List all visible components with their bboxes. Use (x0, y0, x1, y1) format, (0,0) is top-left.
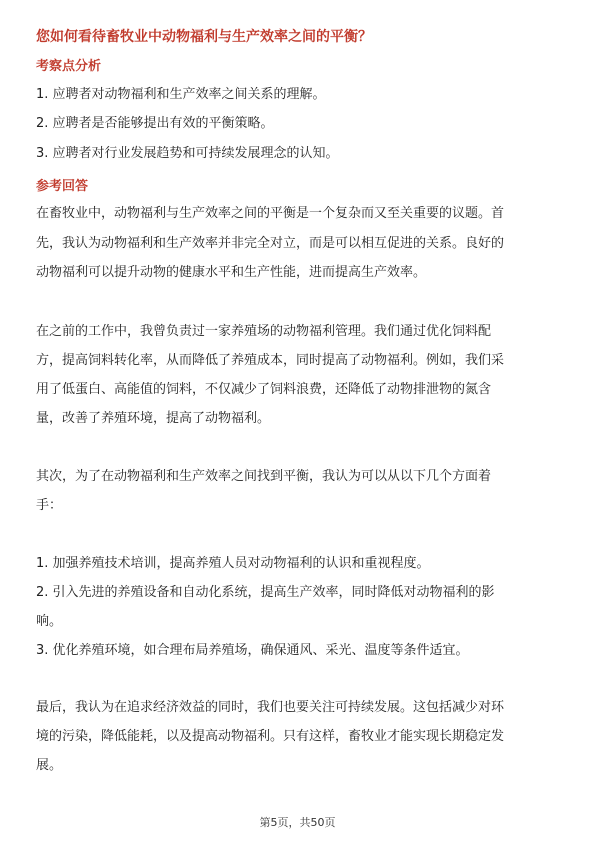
answer-line: 最后，我认为在追求经济效益的同时，我们也要关注可持续发展。这包括减少对环 (36, 700, 505, 715)
answer-line: 响。 (36, 614, 63, 629)
answer-line: 境的污染，降低能耗，以及提高动物福利。只有这样，畜牧业才能实现长期稳定发 (36, 729, 505, 744)
answer-line: 2. 引入先进的养殖设备和自动化系统，提高生产效率，同时降低对动物福利的影 (36, 585, 495, 600)
answer-line: 1. 加强养殖技术培训，提高养殖人员对动物福利的认识和重视程度。 (36, 556, 430, 571)
answer-line: 在之前的工作中，我曾负责过一家养殖场的动物福利管理。我们通过优化饲料配 (36, 324, 492, 339)
analysis-item: 2. 应聘者是否能够提出有效的平衡策略。 (36, 116, 274, 131)
answer-line: 先，我认为动物福利和生产效率并非完全对立，而是可以相互促进的关系。良好的 (36, 236, 505, 251)
answer-line: 手： (36, 498, 63, 513)
analysis-heading: 考察点分析 (36, 59, 102, 74)
analysis-item: 1. 应聘者对动物福利和生产效率之间关系的理解。 (36, 87, 326, 102)
page-number: 第5页，共50页 (259, 816, 336, 829)
question-title: 您如何看待畜牧业中动物福利与生产效率之间的平衡？ (36, 29, 372, 45)
answer-line: 在畜牧业中，动物福利与生产效率之间的平衡是一个复杂而又至关重要的议题。首 (36, 206, 505, 221)
answer-line: 动物福利可以提升动物的健康水平和生产性能，进而提高生产效率。 (36, 265, 427, 280)
answer-line: 方，提高饲料转化率，从而降低了养殖成本，同时提高了动物福利。例如，我们采 (36, 353, 505, 368)
answer-line: 其次，为了在动物福利和生产效率之间找到平衡，我认为可以从以下几个方面着 (36, 469, 492, 484)
answer-line: 量，改善了养殖环境，提高了动物福利。 (36, 411, 271, 426)
answer-heading: 参考回答 (36, 179, 89, 194)
answer-line: 展。 (36, 758, 63, 773)
answer-line: 用了低蛋白、高能值的饲料，不仅减少了饲料浪费，还降低了动物排泄物的氮含 (36, 382, 492, 397)
answer-line: 3. 优化养殖环境，如合理布局养殖场，确保通风、采光、温度等条件适宜。 (36, 643, 469, 658)
analysis-item: 3. 应聘者对行业发展趋势和可持续发展理念的认知。 (36, 146, 339, 161)
